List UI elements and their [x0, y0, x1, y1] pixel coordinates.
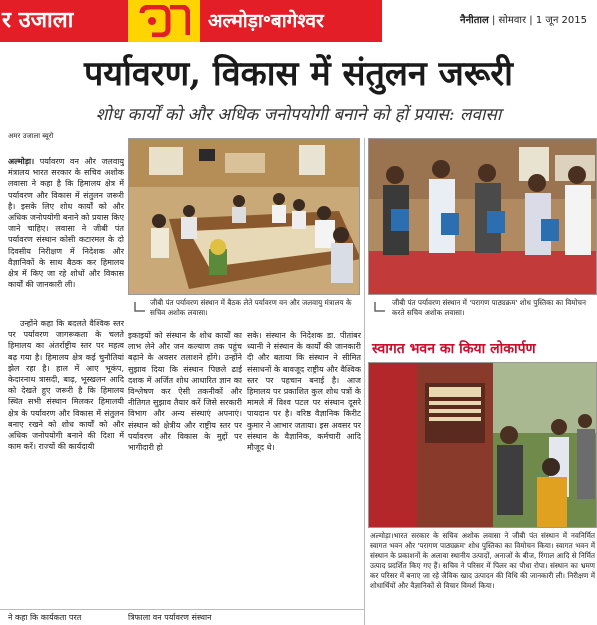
meeting-photo [128, 138, 360, 295]
column-divider [364, 138, 365, 625]
article-body-col3: सके। संस्थान के निदेशक डा. पीतांबर ध्यानी ने संस्थान के कार्यों की जानकारी दी और बताया कि संस्थान ने सीमित संसाधनों के बावजूद राष्ट्रीय और वैश्विक स्तर पर पहचान बनाई है। आज हिमालय पर प्रकाशित कुल शोध पत्रों के मामले में विश्व पटल पर संस्थान दूसरे पायदान पर है। वरिष्ठ वैज्ञानिक किरीट कुमार ने आभार जताया। इस अवसर पर संस्थान के वैज्ञानिक, कर्मचारी आदि मौजूद थे। [247, 331, 361, 453]
book-release-photo [368, 138, 597, 295]
newspaper-brand: र उजाला [0, 0, 128, 42]
inauguration-photo-image [369, 363, 597, 528]
caption-arrow-icon [134, 300, 146, 312]
book-release-photo-image [369, 139, 597, 295]
city-name: नैनीताल [460, 15, 489, 26]
bottom-rule [0, 609, 364, 610]
article-body-col2: इकाइयों को संस्थान के शोध कार्यों का लाभ लेने और जन कल्याण तक पहुंच बढ़ाने के अवसर तलाशने होंगे। उन्होंने सुझाव दिया कि संस्थान पिछले ढाई दशक में अर्जित शोध आधारित ज्ञान का विश्लेषण कर ऐसी तकनीकों और नीतिगत सुझाव तैयार करें जिसे सरकारी विभाग और अन्य संस्थाएं अपनाएं। संस्थान को क्षेत्रीय और राष्ट्रीय स्तर पर पर्यावरण और विकास के मुद्दों पर भागीदारी हो [128, 331, 242, 453]
brand-logo-icon [138, 5, 190, 37]
meeting-photo-image [129, 139, 360, 295]
masthead [0, 0, 597, 42]
byline: अमर उजाला ब्यूरो [8, 132, 54, 140]
dateline: अल्मोड़ा। [8, 157, 35, 166]
article-column-2 [128, 330, 242, 602]
edition-banner: अल्मोड़ा॰बागेश्वर [200, 0, 382, 42]
dateline-header: नैनीताल | सोमवार | 1 जून 2015 [382, 0, 597, 42]
article-subheadline: शोध कार्यों को और अधिक जनोपयोगी बनाने को हों प्रयास: लवासा [95, 105, 502, 125]
next-article-fragment-left: ने कहा कि कार्यकता परत [8, 613, 82, 622]
article-headline: पर्यावरण, विकास में संतुलन जरूरी [83, 54, 513, 94]
next-article-fragment-mid: त्रिफाला वन पर्यावरण संस्थान [128, 613, 212, 622]
article-body-col1b: उन्होंने कहा कि बदलते वैश्विक स्तर पर पर्यावरण जागरूकता के चलते हिमालय का अंतर्राष्ट्रीय स्तर पर महत्व बढ़ गया है। हिमालय क्षेत्र कई चुनौतियां झेल रहा है। हाल में आए भूकंप, केदारनाथ त्रासदी, बाढ़, भूस्खलन आदि को देखते हुए जरूरी है कि हिमालय स्थित सभी संस्थान मिलकर हिमालयी क्षेत्र के पर्यावरण और विकास में संतुलन बनाए रखने को शोध कार्यों को और अधिक जनोपयोगी बनाने की दिशा में काम करें। राज्यों की कार्यदायी [8, 319, 124, 452]
book-release-photo-caption: जीबी पंत पर्यावरण संस्थान में 'परागण पाठ्यक्रम' शोध पुस्तिका का विमोचन करते सचिव अशोक लवासा। [392, 298, 586, 317]
article-column-1b [8, 318, 124, 608]
meeting-photo-caption: जीबी पंत पर्यावरण संस्थान में बैठक लेते पर्यावरण वन और जलवायु मंत्रालय के सचिव अशोक लवासा। [150, 298, 352, 317]
inauguration-caption: अल्मोड़ा।भारत सरकार के सचिव अशोक लवासा ने जीबी पंत संस्थान में नवनिर्मित स्वागत भवन और 'परागण पाठ्यक्रम' शोध पुस्तिका का विमोचन किया। स्वागत भवन में संस्थान के प्रकाशनों के अलावा स्थानीय उत्पादों, अनाजों के बीज, रिंगाल आदि से निर्मित उत्पाद प्रदर्शित किए गए हैं। सचिव ने परिसर में पिलर का पौधा रोपा। संस्थान का भ्रमण कर परिसर में बनाए जा रहे जैविक खाद उत्पादन की विधि की जानकारी ली। निरीक्षण में शोधार्थियों और वैज्ञानिकों से विचार विमर्श किया। [370, 531, 595, 590]
issue-date: 1 जून 2015 [535, 15, 587, 26]
inauguration-photo [368, 362, 597, 528]
caption-arrow-icon [374, 300, 386, 312]
article-body-col1: पर्यावरण वन और जलवायु मंत्रालय भारत सरकार के सचिव अशोक लवासा ने कहा है कि हिमालय क्षेत्र में पर्यावरण और विकास में संतुलन जरूरी है। इसके लिए शोध कार्यों को और अधिक जनोपयोगी बनाने को प्रयास किए जाने चाहिए। लवासा ने जीबी पंत पर्यावरण संस्थान कोसी कटारमल के दो दिवसीय निरीक्षण में निदेशक और वैज्ञानिकों के साथ बैठक कर हिमालय क्षेत्र में किए जा रहे शोधों और विकास कार्यों की जानकारी ली। [8, 157, 124, 290]
weekday: सोमवार [498, 15, 527, 26]
article-column-3 [247, 330, 361, 602]
newspaper-logo [128, 0, 200, 42]
sidebar-heading: स्वागत भवन का किया लोकार्पण [372, 341, 536, 357]
